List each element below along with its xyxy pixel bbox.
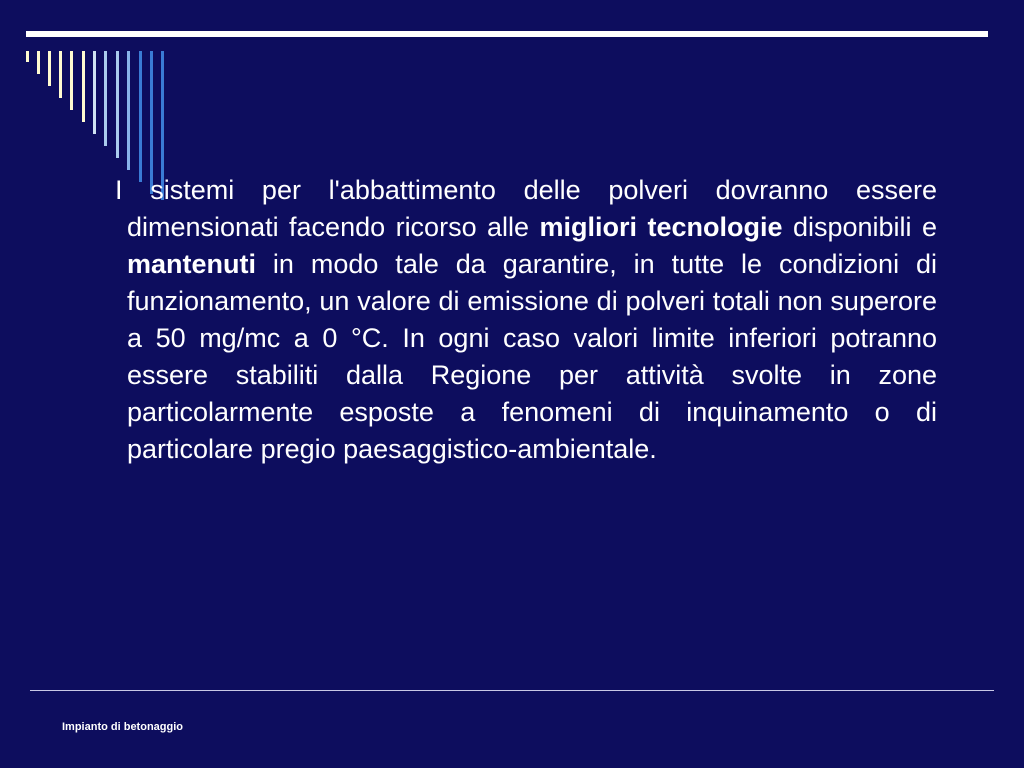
stripe <box>70 51 73 110</box>
decorative-stripes <box>0 0 200 200</box>
body-text-part: I sistemi per l'abbattimento delle polveri dovranno essere dimensionati facendo ricorso alle <box>115 175 937 242</box>
body-text-part: in modo tale da garantire, in tutte le condizioni di funzionamento, un valore di emissione di polveri totali non superore a 50 mg/mc a 0 °C. In ogni caso valori limite inferiori potranno essere stabiliti dalla Regione per attività svolte in zone particolarmente esposte a fenomeni di inquinamento o di particolare pregio paesaggistico-ambientale. <box>127 249 937 464</box>
stripe <box>116 51 119 158</box>
stripe <box>48 51 51 86</box>
body-text-part: disponibili e <box>782 212 938 242</box>
body-bold-text: migliori tecnologie <box>539 212 783 242</box>
stripe <box>93 51 96 134</box>
bottom-rule <box>30 690 994 691</box>
stripe <box>26 51 29 62</box>
stripe <box>139 51 142 182</box>
stripe <box>59 51 62 98</box>
body-paragraph <box>115 172 938 468</box>
stripe <box>37 51 40 74</box>
stripe <box>82 51 85 122</box>
stripe <box>127 51 130 170</box>
body-bold-text: mantenuti <box>127 249 257 279</box>
footer-text: Impianto di betonaggio <box>62 721 183 733</box>
stripe <box>104 51 107 146</box>
